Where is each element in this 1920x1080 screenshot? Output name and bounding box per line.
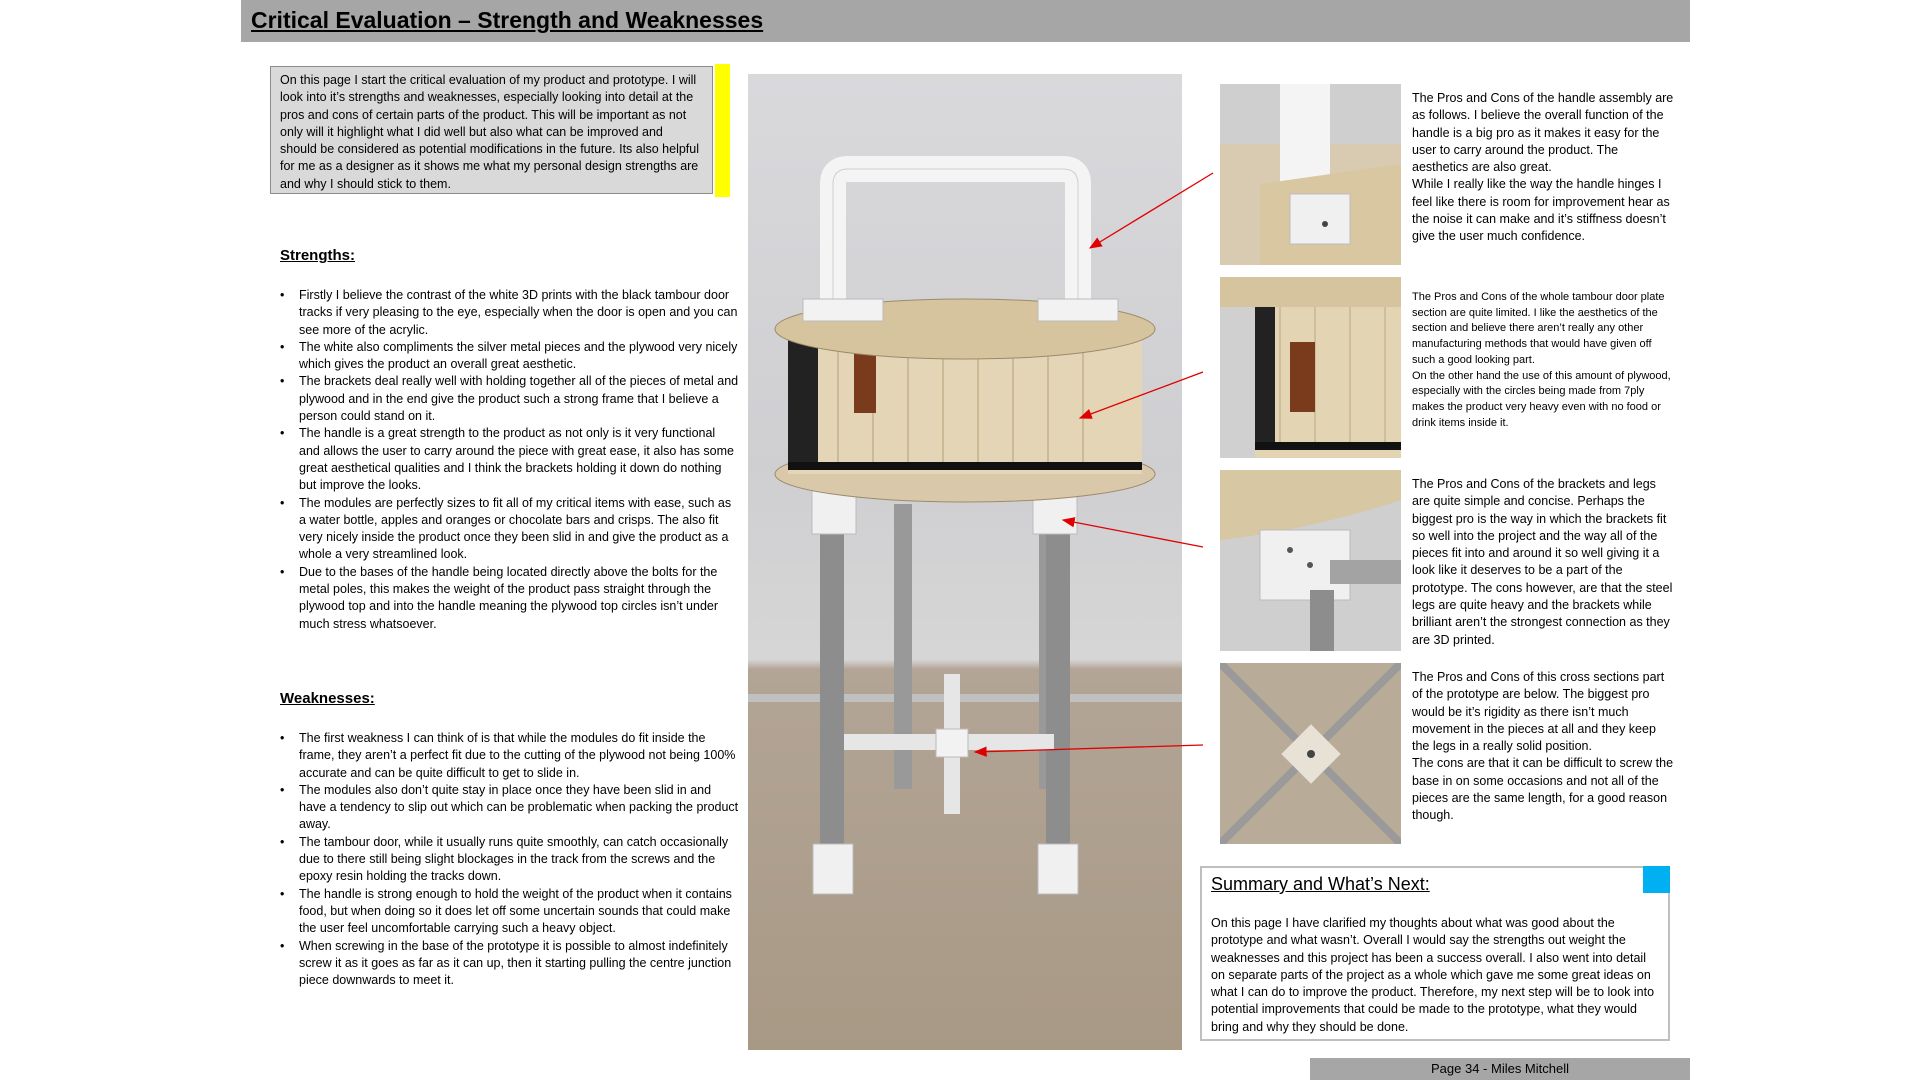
strengths-list [280,287,739,633]
accent-square-blue [1643,866,1670,893]
list-item: • When screwing in the base of the prototype it is possible to almost indefinitely screw it as it goes as far as it can up, then it starting pulling the centre junction piece downwards to meet it. [299,938,739,990]
list-item: • Due to the bases of the handle being located directly above the bolts for the metal poles, this makes the weight of the product pass straight through the plywood top and into the handle meaning the plywood top circles isn’t under much stress whatsoever. [299,564,739,633]
page-title: Critical Evaluation – Strength and Weaknesses [251,7,764,33]
bracket-detail-photo [1220,470,1401,651]
list-item: • The modules also don’t quite stay in place once they have been slid in and have a tendency to slip out which can be problematic when packing the product away. [299,782,739,834]
list-item: • The tambour door, while it usually runs quite smoothly, can catch occasionally due to there still being slight blockages in the track from the screws and the epoxy resin holding the tracks down. [299,834,739,886]
detail-text: The Pros and Cons of the handle assembly are as follows. I believe the overall function of the handle is a big pro as it makes it easy for the user to carry around the product. The aesthetics are also great. While I really like the way the handle hinges I feel like there is room for improvement hear as the noise it can make and it’s stiffness doesn’t give the user much confidence. [1412,91,1674,244]
tambour-detail-text [1412,290,1674,431]
list-item: • The first weakness I can think of is that while the modules do fit inside the frame, they aren’t a perfect fit due to the cutting of the plywood not being 100% accurate and can be quite difficult to get to slide in. [299,730,739,782]
bracket-detail-text [1412,476,1674,649]
list-item: • The white also compliments the silver metal pieces and the plywood very nicely which gives the product an overall great aesthetic. [299,339,739,374]
accent-bar-yellow [715,64,730,197]
cross-section-illustration [1220,663,1401,844]
list-item: • The modules are perfectly sizes to fit all of my critical items with ease, such as a water bottle, apples and oranges or chocolate bars and crisps. The also fit very nicely inside the product once they been slid in and give the product as a whole a very streamlined look. [299,495,739,564]
intro-box: On this page I start the critical evaluation of my product and prototype. I will look into it’s strengths and weaknesses, especially looking into detail at the pros and cons of certain parts of the product. This will be important as not only will it highlight what I did well but also what can be improved and should be considered as potential modifications in the future. Its also helpful for me as a designer as it shows me what my personal design strengths are and why I should stick to them. [270,66,713,194]
detail-text: The Pros and Cons of the whole tambour door plate section are quite limited. I like the aesthetics of the section and believe there aren’t really any other manufacturing methods that would have given off such a good looking part. On the other hand the use of this amount of plywood, especially with the circles being made from 7ply makes the product very heavy even with no food or drink items inside it. [1412,291,1671,429]
list-item: • The handle is a great strength to the product as not only is it very functional and allows the user to carry around the piece with great ease, it also has some great aesthetical qualities and I think the brackets holding it down do nothing but improve the looks. [299,425,739,494]
summary-text: On this page I have clarified my thoughts about what was good about the prototype and what wasn’t. Overall I would say the strengths out weight the weaknesses and this project has been a success overall. I also went into detail on separate parts of the project as a whole which gave me some great ideas on what I can do to improve the product. Therefore, my next step will be to look into potential improvements that could be made to the prototype, what they would bring and why they should be done. [1211,916,1655,1034]
product-photo [748,74,1182,1050]
header-bar [241,0,1690,42]
tambour-illustration [1220,277,1401,458]
list-item: • The handle is strong enough to hold the weight of the product when it contains food, but when doing so it does let off some uncertain sounds that could make the user feel uncomfortable carrying such a heavy object. [299,886,739,938]
list-item: • Firstly I believe the contrast of the white 3D prints with the black tambour door tracks if very pleasing to the eye, especially when the door is open and you can see more of the acrylic. [299,287,739,339]
handle-detail-text [1412,90,1674,246]
page-footer: Page 34 - Miles Mitchell [1310,1058,1690,1080]
weaknesses-heading: Weaknesses: [280,690,375,707]
summary-title: Summary and What’s Next: [1211,874,1430,894]
product-illustration [748,74,1182,1050]
detail-text: The Pros and Cons of this cross sections part of the prototype are below. The biggest pro would be it’s rigidity as there isn’t much movement in the pieces at all and they keep the legs in a really solid position. The cons are that it can be difficult to screw the base in on some occasions and not all of the pieces are the same length, for a good reason though. [1412,670,1674,823]
strengths-heading: Strengths: [280,247,355,264]
cross-section-detail-text [1412,669,1674,825]
handle-detail-photo [1220,84,1401,265]
cross-section-detail-photo [1220,663,1401,844]
bracket-illustration [1220,470,1401,651]
tambour-detail-photo [1220,277,1401,458]
handle-illustration [1220,84,1401,265]
detail-text: The Pros and Cons of the brackets and legs are quite simple and concise. Perhaps the biggest pro is the way in which the brackets fit so well into the project and the way all of the pieces fit into and around it so well giving it a look like it deserves to be a part of the prototype. The cons however, are that the steel legs are quite heavy and the brackets while brilliant aren’t the strongest connection as they are 3D printed. [1412,477,1673,647]
weaknesses-list [280,730,739,989]
summary-box [1200,866,1670,1041]
list-item: • The brackets deal really well with holding together all of the pieces of metal and plywood and in the end give the product such a strong frame that I believe a person could stand on it. [299,373,739,425]
